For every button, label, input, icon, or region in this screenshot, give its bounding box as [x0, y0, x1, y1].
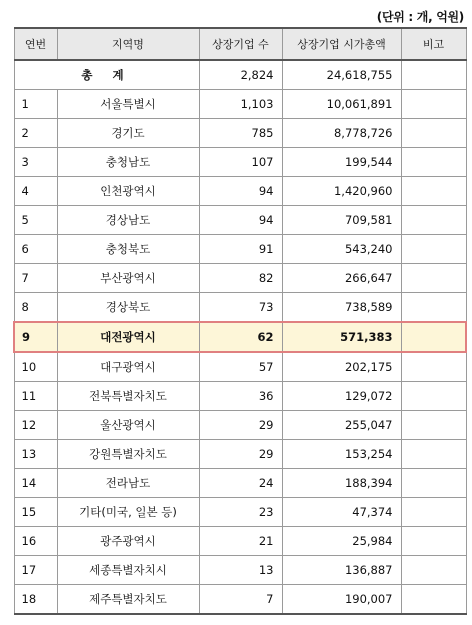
company-count: 29 [199, 440, 282, 469]
listed-companies-table [13, 27, 467, 615]
company-count: 36 [199, 382, 282, 411]
company-count: 107 [199, 148, 282, 177]
note [401, 235, 466, 264]
header-row [14, 28, 466, 60]
region-name: 전북특별자치도 [57, 382, 199, 411]
market-cap: 188,394 [282, 469, 401, 498]
market-cap: 571,383 [282, 322, 401, 352]
table-row [14, 235, 466, 264]
company-count: 73 [199, 293, 282, 323]
table-row [14, 527, 466, 556]
note [401, 177, 466, 206]
region-name: 대전광역시 [57, 322, 199, 352]
market-cap: 153,254 [282, 440, 401, 469]
row-number: 2 [14, 119, 57, 148]
row-number: 9 [14, 322, 57, 352]
header-count: 상장기업 수 [199, 28, 282, 60]
region-name: 경상북도 [57, 293, 199, 323]
region-name: 광주광역시 [57, 527, 199, 556]
region-name: 세종특별자치시 [57, 556, 199, 585]
market-cap: 199,544 [282, 148, 401, 177]
row-number: 11 [14, 382, 57, 411]
note [401, 527, 466, 556]
note [401, 556, 466, 585]
market-cap: 47,374 [282, 498, 401, 527]
note [401, 411, 466, 440]
note [401, 293, 466, 323]
row-number: 17 [14, 556, 57, 585]
note [401, 352, 466, 382]
company-count: 23 [199, 498, 282, 527]
region-name: 부산광역시 [57, 264, 199, 293]
company-count: 82 [199, 264, 282, 293]
company-count: 785 [199, 119, 282, 148]
company-count: 7 [199, 585, 282, 615]
table-row [14, 585, 466, 615]
region-name: 경기도 [57, 119, 199, 148]
region-name: 인천광역시 [57, 177, 199, 206]
region-name: 제주특별자치도 [57, 585, 199, 615]
company-count: 24 [199, 469, 282, 498]
unit-note: (단위 : 개, 억원) [376, 10, 464, 24]
table-row [14, 469, 466, 498]
table-row [14, 440, 466, 469]
region-name: 서울특별시 [57, 90, 199, 119]
region-name: 충청남도 [57, 148, 199, 177]
market-cap: 1,420,960 [282, 177, 401, 206]
row-number: 1 [14, 90, 57, 119]
note [401, 119, 466, 148]
row-number: 8 [14, 293, 57, 323]
table-row [14, 177, 466, 206]
row-number: 3 [14, 148, 57, 177]
total-label: 총 계 [14, 60, 199, 90]
company-count: 57 [199, 352, 282, 382]
row-number: 5 [14, 206, 57, 235]
company-count: 29 [199, 411, 282, 440]
company-count: 94 [199, 206, 282, 235]
table-row [14, 556, 466, 585]
region-name: 강원특별자치도 [57, 440, 199, 469]
market-cap: 8,778,726 [282, 119, 401, 148]
header-region: 지역명 [57, 28, 199, 60]
table-row-highlighted [14, 322, 466, 352]
table-row [14, 264, 466, 293]
total-note [401, 60, 466, 90]
header-no: 연번 [14, 28, 57, 60]
row-number: 13 [14, 440, 57, 469]
table-row [14, 411, 466, 440]
note [401, 148, 466, 177]
company-count: 1,103 [199, 90, 282, 119]
region-name: 대구광역시 [57, 352, 199, 382]
market-cap: 266,647 [282, 264, 401, 293]
note [401, 322, 466, 352]
total-count: 2,824 [199, 60, 282, 90]
table-row [14, 119, 466, 148]
note [401, 440, 466, 469]
region-name: 전라남도 [57, 469, 199, 498]
row-number: 6 [14, 235, 57, 264]
note [401, 90, 466, 119]
row-number: 14 [14, 469, 57, 498]
company-count: 62 [199, 322, 282, 352]
market-cap: 129,072 [282, 382, 401, 411]
row-number: 16 [14, 527, 57, 556]
region-name: 충청북도 [57, 235, 199, 264]
note [401, 498, 466, 527]
table-row [14, 293, 466, 323]
company-count: 21 [199, 527, 282, 556]
note [401, 264, 466, 293]
company-count: 94 [199, 177, 282, 206]
header-market-cap: 상장기업 시가총액 [282, 28, 401, 60]
table-row [14, 352, 466, 382]
market-cap: 709,581 [282, 206, 401, 235]
market-cap: 136,887 [282, 556, 401, 585]
row-number: 4 [14, 177, 57, 206]
total-row [14, 60, 466, 90]
note [401, 206, 466, 235]
row-number: 15 [14, 498, 57, 527]
row-number: 7 [14, 264, 57, 293]
market-cap: 10,061,891 [282, 90, 401, 119]
market-cap: 25,984 [282, 527, 401, 556]
table-row [14, 206, 466, 235]
total-market-cap: 24,618,755 [282, 60, 401, 90]
region-name: 기타(미국, 일본 등) [57, 498, 199, 527]
market-cap: 255,047 [282, 411, 401, 440]
header-note: 비고 [401, 28, 466, 60]
table-row [14, 382, 466, 411]
company-count: 13 [199, 556, 282, 585]
table-row [14, 148, 466, 177]
row-number: 10 [14, 352, 57, 382]
region-name: 경상남도 [57, 206, 199, 235]
row-number: 18 [14, 585, 57, 615]
market-cap: 738,589 [282, 293, 401, 323]
region-name: 울산광역시 [57, 411, 199, 440]
table-row [14, 90, 466, 119]
table-row [14, 498, 466, 527]
note [401, 585, 466, 615]
market-cap: 190,007 [282, 585, 401, 615]
company-count: 91 [199, 235, 282, 264]
row-number: 12 [14, 411, 57, 440]
market-cap: 543,240 [282, 235, 401, 264]
market-cap: 202,175 [282, 352, 401, 382]
note [401, 382, 466, 411]
note [401, 469, 466, 498]
